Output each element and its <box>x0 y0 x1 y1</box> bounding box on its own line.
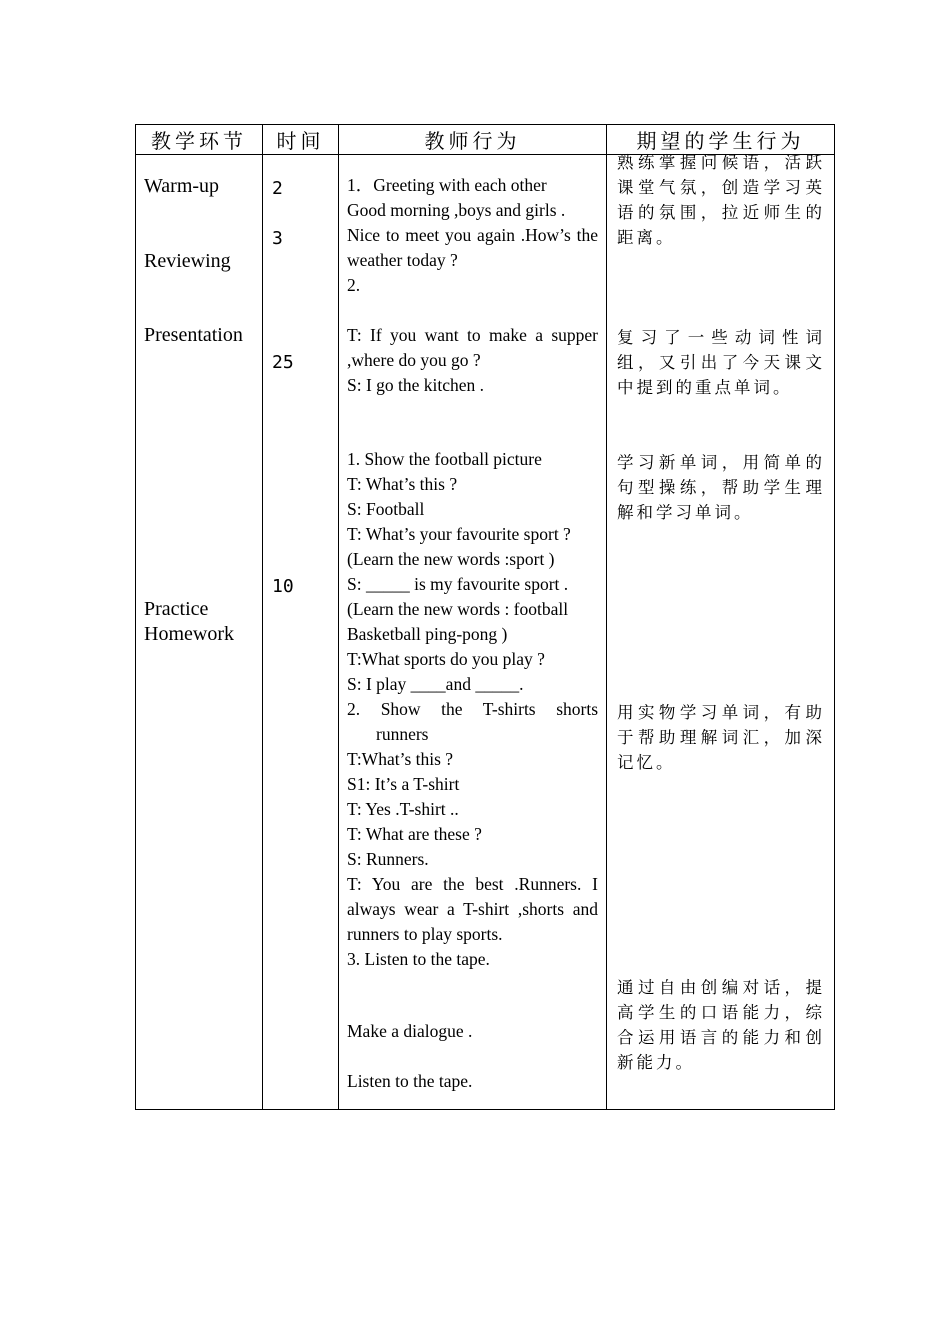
student-goal-new-words: 学习新单词，用简单的句型操练，帮助学生理解和学习单词。 <box>617 453 825 522</box>
teacher-line: 1. Show the football picture <box>347 449 542 469</box>
teacher-presentation <box>347 447 598 972</box>
teacher-line: S: Football <box>347 499 425 519</box>
teacher-homework: Listen to the tape. <box>347 1071 473 1091</box>
header-teacher: 教师行为 <box>339 125 607 155</box>
stage-presentation: Presentation <box>144 324 243 346</box>
content-row <box>136 155 835 1110</box>
student-goal-warmup: 熟练掌握问候语，活跃课堂气氛，创造学习英语的氛围，拉近师生的距离。 <box>617 153 825 247</box>
teacher-line: S: I go the kitchen . <box>347 375 485 395</box>
teacher-line: S1: It’s a T-shirt <box>347 774 460 794</box>
stage-cell <box>136 155 263 1110</box>
student-goal-dialogue: 通过自由创编对话，提高学生的口语能力，综合运用语言的能力和创新能力。 <box>617 978 825 1072</box>
teacher-line: T: What’s your favourite sport ? <box>347 524 571 544</box>
teacher-practice: Make a dialogue . <box>347 1021 473 1041</box>
teacher-line: S: I play ____and _____. <box>347 674 524 694</box>
teacher-line: Good morning ,boys and girls . <box>347 200 566 220</box>
stage-reviewing: Reviewing <box>144 250 231 272</box>
time-reviewing: 3 <box>272 228 283 249</box>
header-student: 期望的学生行为 <box>607 125 835 155</box>
time-presentation: 25 <box>272 352 294 373</box>
stage-warmup: Warm-up <box>144 175 220 197</box>
teacher-line: 1．Greeting with each other <box>347 175 547 195</box>
teacher-line: 3. Listen to the tape. <box>347 949 490 969</box>
teacher-cell <box>339 155 607 1110</box>
teacher-line: Basketball ping-pong ) <box>347 624 508 644</box>
teacher-line: (Learn the new words : football <box>347 599 569 619</box>
student-goal-reviewing: 复习了一些动词性词组，又引出了今天课文中提到的重点单词。 <box>617 328 825 397</box>
teacher-line: 2. Show the T-shirts shorts <box>347 699 598 719</box>
teacher-line: T: You are the best .Runners. I always wear a T-shirt ,shorts and runners to play sports. <box>347 874 598 944</box>
teacher-line: Nice to meet you again .How’s the weather today ? <box>347 225 598 270</box>
student-goal-realia: 用实物学习单词，有助于帮助理解词汇，加深记忆。 <box>617 703 825 772</box>
teacher-line: S: _____ is my favourite sport . <box>347 574 569 594</box>
time-warmup: 2 <box>272 178 283 199</box>
time-practice: 10 <box>272 576 294 597</box>
teacher-line: 2. <box>347 275 361 295</box>
time-cell <box>263 155 339 1110</box>
teacher-line: T:What’s this ? <box>347 749 454 769</box>
teacher-line: runners <box>376 724 429 744</box>
stage-practice: Practice <box>144 598 209 620</box>
teacher-line: (Learn the new words :sport ) <box>347 549 555 569</box>
teacher-line: T: Yes .T-shirt .. <box>347 799 459 819</box>
teacher-line: T: What are these ? <box>347 824 482 844</box>
teacher-line: T: If you want to make a supper ,where do you go ? <box>347 325 598 370</box>
student-cell <box>607 155 835 1110</box>
teacher-line: T: What’s this ? <box>347 474 458 494</box>
teacher-line: T:What sports do you play ? <box>347 649 545 669</box>
teacher-greeting <box>347 173 598 298</box>
header-stage: 教学环节 <box>136 125 263 155</box>
stage-homework: Homework <box>144 623 234 645</box>
header-time: 时间 <box>263 125 339 155</box>
teacher-review <box>347 323 598 398</box>
teacher-line: S: Runners. <box>347 849 429 869</box>
lesson-plan-table <box>135 124 835 1110</box>
